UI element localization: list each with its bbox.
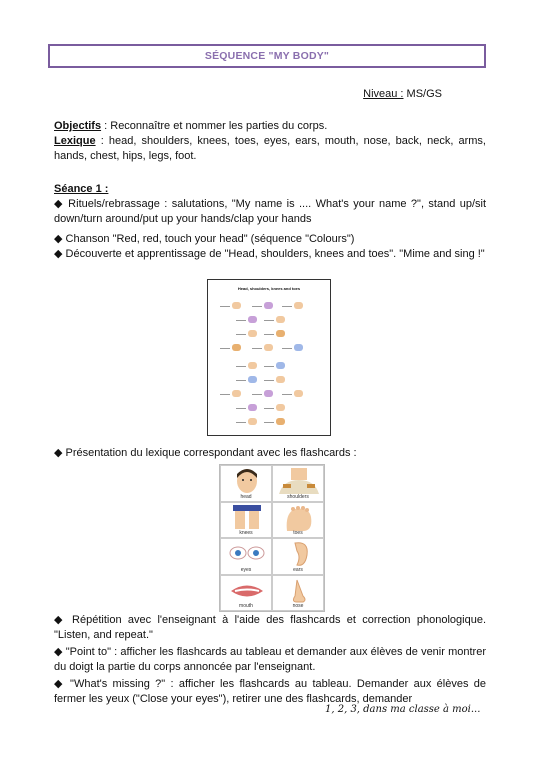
sequence-title: SÉQUENCE "MY BODY" bbox=[48, 44, 486, 68]
objectifs-text: : Reconnaître et nommer les parties du corps. bbox=[101, 120, 328, 132]
worksheet-line bbox=[220, 306, 230, 307]
worksheet-line bbox=[236, 408, 246, 409]
worksheet-picture bbox=[232, 344, 241, 351]
worksheet-picture bbox=[264, 344, 273, 351]
lexique-text: : head, shoulders, knees, toes, eyes, ears, mouth, nose, back, neck, arms, hands, chest, hips, legs, foot. bbox=[54, 135, 486, 162]
worksheet-picture bbox=[248, 330, 257, 337]
worksheet-row bbox=[218, 344, 322, 352]
worksheet-row bbox=[218, 418, 322, 426]
flashcard-toes-label: toes bbox=[293, 530, 303, 536]
flashcard-nose bbox=[272, 575, 324, 612]
flashcard-knees-label: knees bbox=[239, 530, 253, 536]
worksheet-row bbox=[218, 376, 322, 384]
worksheet-line bbox=[236, 380, 246, 381]
worksheet-line bbox=[236, 422, 246, 423]
worksheet-line bbox=[236, 320, 246, 321]
objectifs-line bbox=[54, 119, 486, 134]
flashcard-eyes-label: eyes bbox=[240, 566, 252, 573]
flashcard-mouth bbox=[220, 575, 272, 612]
worksheet-line bbox=[282, 348, 292, 349]
worksheet-picture bbox=[294, 344, 303, 351]
niveau-value: MS/GS bbox=[403, 88, 442, 100]
flashcard-head bbox=[220, 465, 272, 502]
worksheet-row bbox=[218, 390, 322, 398]
flashcard-nose-label: nose bbox=[292, 603, 304, 609]
worksheet-picture bbox=[264, 302, 273, 309]
bullet-rituels: ◆ Rituels/rebrassage : salutations, "My name is .... What's your name ?", stand up/sit down/turn around/put up your hands/clap your hands bbox=[54, 198, 486, 225]
worksheet-picture bbox=[232, 390, 241, 397]
flashcard-ears-label: ears bbox=[293, 566, 303, 573]
worksheet-picture bbox=[276, 376, 285, 383]
worksheet-line bbox=[282, 394, 292, 395]
worksheet-line bbox=[220, 348, 230, 349]
flashcard-knees bbox=[220, 502, 272, 539]
worksheet-line bbox=[236, 334, 246, 335]
worksheet-picture bbox=[276, 330, 285, 337]
worksheet-line bbox=[282, 306, 292, 307]
bullet-point-to: ◆ "Point to" : afficher les flashcards au tableau et demander aux élèves de venir montrer du doigt la partie du corps annoncée par l'enseignant. bbox=[54, 646, 486, 673]
flashcard-toes bbox=[272, 502, 324, 539]
bullet-presentation: ◆ Présentation du lexique correspondant avec les flashcards : bbox=[54, 447, 357, 459]
worksheet-line bbox=[252, 394, 262, 395]
flashcards-grid bbox=[219, 464, 325, 612]
worksheet-picture bbox=[294, 390, 303, 397]
worksheet-row bbox=[218, 302, 322, 310]
bullet-repetition: ◆ Répétition avec l'enseignant à l'aide des flashcards et correction phonologique. "Listen, and repeat." bbox=[54, 614, 486, 641]
worksheet-line bbox=[220, 394, 230, 395]
flashcard-head-label: head bbox=[240, 493, 252, 500]
worksheet-picture bbox=[248, 376, 257, 383]
flashcard-shoulders bbox=[272, 465, 324, 502]
worksheet-picture bbox=[248, 316, 257, 323]
worksheet-title: Head, shoulders, knees and toes bbox=[237, 286, 301, 291]
flashcard-shoulders-label: shoulders bbox=[287, 493, 309, 500]
worksheet-row bbox=[218, 362, 322, 370]
worksheet-line bbox=[264, 334, 274, 335]
worksheet-line bbox=[252, 348, 262, 349]
song-worksheet-image bbox=[207, 279, 331, 436]
lexique-label: Lexique bbox=[54, 135, 96, 147]
worksheet-picture bbox=[232, 302, 241, 309]
worksheet-picture bbox=[294, 302, 303, 309]
flashcard-eyes bbox=[220, 538, 272, 575]
worksheet-line bbox=[264, 366, 274, 367]
worksheet-line bbox=[264, 422, 274, 423]
seance-heading: Séance 1 : bbox=[54, 183, 109, 195]
worksheet-row bbox=[218, 404, 322, 412]
worksheet-picture bbox=[264, 390, 273, 397]
worksheet-picture bbox=[248, 362, 257, 369]
bullet-chanson: ◆ Chanson "Red, red, touch your head" (séquence "Colours") bbox=[54, 233, 355, 245]
lexique-line bbox=[54, 134, 486, 164]
worksheet-picture bbox=[276, 316, 285, 323]
flashcard-ears bbox=[272, 538, 324, 575]
niveau-line bbox=[363, 88, 442, 100]
worksheet-row bbox=[218, 316, 322, 324]
worksheet-picture bbox=[276, 362, 285, 369]
worksheet-picture bbox=[276, 404, 285, 411]
objectifs-label: Objectifs bbox=[54, 120, 102, 132]
worksheet-line bbox=[236, 366, 246, 367]
worksheet-line bbox=[252, 306, 262, 307]
signature-text: 1, 2, 3, dans ma classe à moi... bbox=[325, 704, 481, 715]
worksheet-picture bbox=[276, 418, 285, 425]
worksheet-line bbox=[264, 408, 274, 409]
bullet-whats-missing: ◆ "What's missing ?" : afficher les flashcards au tableau. Demander aux élèves de fermer les yeux ("Close your eyes"), retirer une des flashcards, demander bbox=[54, 678, 486, 705]
niveau-label: Niveau : bbox=[363, 88, 404, 100]
worksheet-line bbox=[264, 380, 274, 381]
worksheet-picture bbox=[248, 418, 257, 425]
flashcard-mouth-label: mouth bbox=[239, 603, 253, 609]
worksheet-picture bbox=[248, 404, 257, 411]
worksheet-line bbox=[264, 320, 274, 321]
bullet-decouverte: ◆ Découverte et apprentissage de "Head, shoulders, knees and toes". "Mime and sing !" bbox=[54, 248, 485, 260]
worksheet-row bbox=[218, 330, 322, 338]
